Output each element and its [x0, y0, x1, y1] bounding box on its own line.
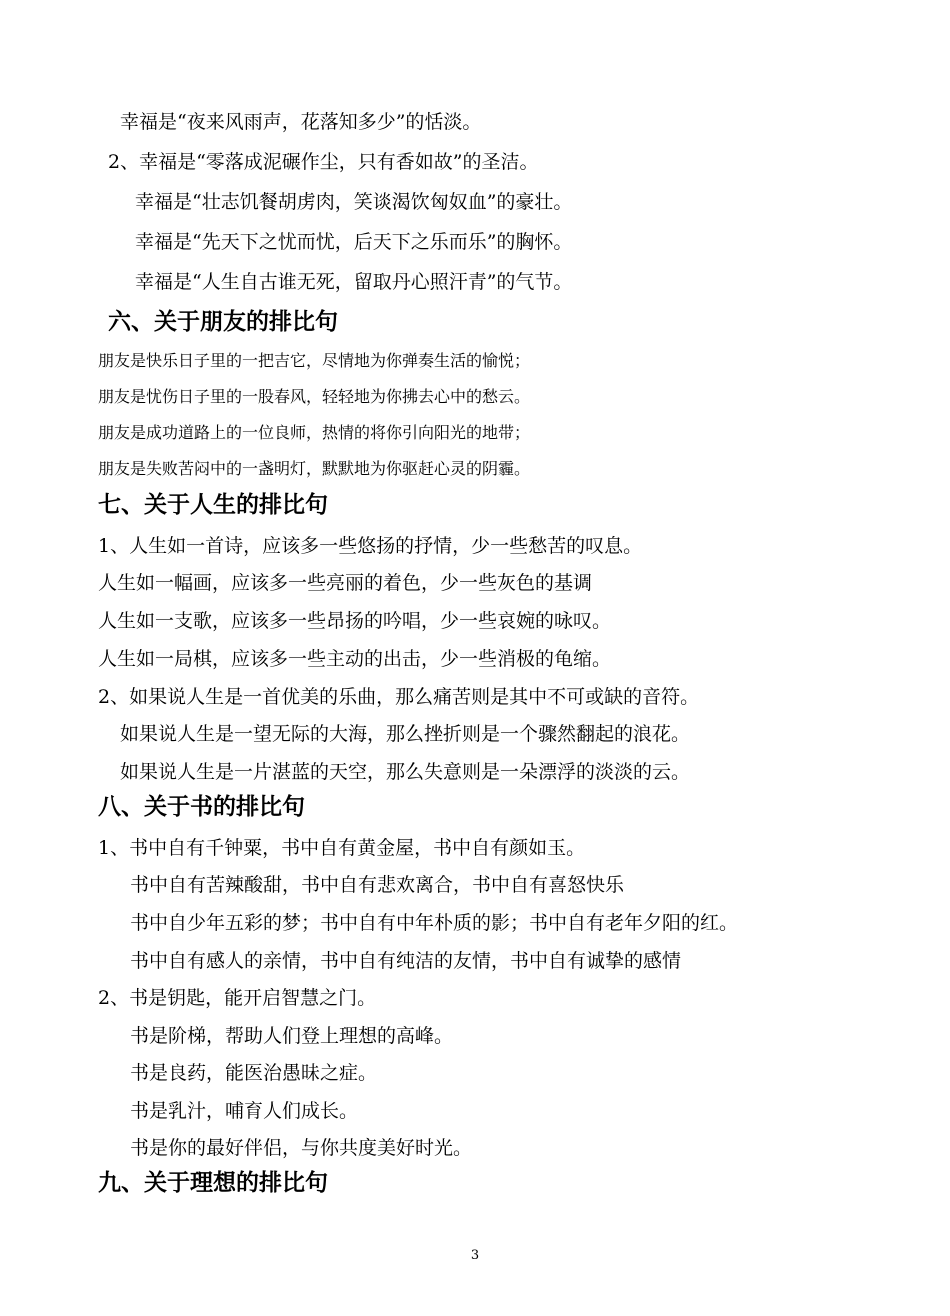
text-line: 幸福是“人生自古谁无死，留取丹心照汗青”的气节。 [135, 271, 573, 293]
text-line: 朋友是快乐日子里的一把吉它，尽情地为你弹奏生活的愉悦； [98, 351, 531, 370]
text-line: 书中自有苦辣酸甜，书中自有悲欢离合，书中自有喜怒快乐 [130, 874, 625, 896]
text-line: 人生如一支歌，应该多一些昂扬的吟唱，少一些哀婉的咏叹。 [98, 610, 612, 632]
text-line: 幸福是“壮志饥餐胡虏肉，笑谈渴饮匈奴血”的豪壮。 [135, 191, 573, 213]
page-number: 3 [470, 1248, 480, 1263]
text-line: 1、人生如一首诗，应该多一些悠扬的抒情，少一些愁苦的叹息。 [98, 535, 643, 557]
text-line: 2、书是钥匙，能开启智慧之门。 [98, 987, 377, 1009]
text-line: 书是你的最好伴侣，与你共度美好时光。 [130, 1137, 473, 1159]
text-line: 书是良药，能医治愚昧之症。 [130, 1062, 378, 1084]
text-line: 朋友是失败苦闷中的一盏明灯，默默地为你驱赶心灵的阴霾。 [98, 459, 531, 478]
text-line: 1、书中自有千钟粟，书中自有黄金屋，书中自有颜如玉。 [98, 837, 586, 859]
text-line: 书是乳汁，哺育人们成长。 [130, 1100, 359, 1122]
text-line: 朋友是忧伤日子里的一股春风，轻轻地为你拂去心中的愁云。 [98, 387, 531, 406]
text-line: 书是阶梯，帮助人们登上理想的高峰。 [130, 1025, 454, 1047]
text-line: 2、如果说人生是一首优美的乐曲，那么痛苦则是其中不可或缺的音符。 [98, 686, 700, 708]
text-line: 人生如一幅画，应该多一些亮丽的着色，少一些灰色的基调 [98, 572, 593, 594]
text-line: 如果说人生是一望无际的大海，那么挫折则是一个骤然翻起的浪花。 [120, 723, 691, 745]
text-line: 人生如一局棋，应该多一些主动的出击，少一些消极的龟缩。 [98, 648, 612, 670]
section-heading: 六、关于朋友的排比句 [108, 308, 338, 335]
section-heading: 八、关于书的排比句 [98, 793, 305, 820]
text-line: 2、幸福是“零落成泥碾作尘，只有香如故”的圣洁。 [108, 151, 539, 173]
text-line: 幸福是“先天下之忧而忧，后天下之乐而乐”的胸怀。 [135, 231, 573, 253]
text-line: 书中自有感人的亲情，书中自有纯洁的友情，书中自有诚挚的感情 [130, 950, 682, 972]
text-line: 朋友是成功道路上的一位良师，热情的将你引向阳光的地带； [98, 423, 531, 442]
section-heading: 九、关于理想的排比句 [98, 1169, 328, 1196]
text-line: 幸福是“夜来风雨声，花落知多少”的恬淡。 [120, 111, 482, 133]
text-line: 如果说人生是一片湛蓝的天空，那么失意则是一朵漂浮的淡淡的云。 [120, 761, 691, 783]
text-line: 书中自少年五彩的梦；书中自有中年朴质的影；书中自有老年夕阳的红。 [130, 912, 739, 934]
section-heading: 七、关于人生的排比句 [98, 491, 328, 518]
